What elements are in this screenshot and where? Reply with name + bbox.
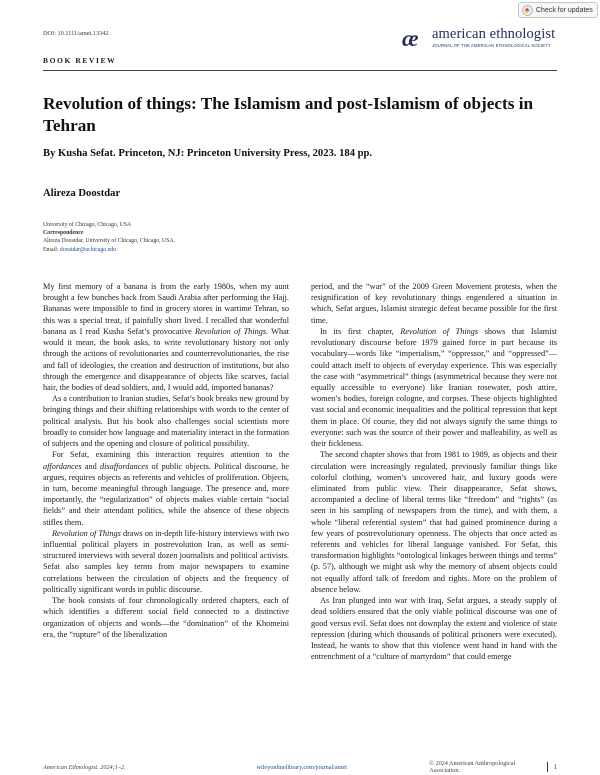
affiliation-block [43, 221, 343, 254]
email-label: Email: [43, 246, 59, 253]
paragraph: The second chapter shows that from 1981 to 1989, as objects and their circulation were increasingly regulated, previously familiar things like colorful clothing, women’s uncovered hair, and luxury goods were eliminated from public view. Their disappearance, Sefat shows, accompanied a decline of liberal terms like “freedom” and “rights” (as seen in his sampling of newspapers from the time), and with them, a whole “liberal referential system” that had gained prominence during a few years of postrevolutionary openness. The objects that once acted as referents and vehicles for liberal language vanished. For Sefat, this transformation highlights “ontological linkages between things and terms” (p. 57), although we might ask why the memory of absent objects could not equally afford talk of freedom and rights. More on the problem of absence below. [311, 450, 557, 594]
doi-text: DOI: 10.1111/amet.13342 [43, 30, 109, 37]
paragraph: As a contribution to Iranian studies, Sefat’s book breaks new ground by bringing things and their shifting relationships with words to the center of political analysis. But his book also challenges social scientists more broadly to consider how language and materiality interact in the formation of subjects and the opening and closure of political possibility. [43, 394, 289, 449]
correspondence-label: Correspondence [43, 230, 84, 237]
journal-logo [402, 27, 555, 49]
paragraph: As Iran plunged into war with Iraq, Sefat argues, a steady supply of dead soldiers ensured that the only viable political discourse was one of good versus evil. Sefat does not downplay the extent and violence of state repression (during which thousands of political prisoners were executed). Instead, he wants to show that this violence went hand in hand with the entrenchment of a “culture of martyrdom” that could emerge [311, 596, 557, 662]
crossmark-badge[interactable] [518, 2, 598, 18]
copyright: © 2024 American Anthropological Association. [429, 760, 516, 774]
affiliation: University of Chicago, Chicago, USA [43, 222, 132, 228]
email-link[interactable]: doostdar@uchicago.edu [59, 246, 116, 253]
paragraph: For Sefat, examining this interaction requires attention to the affordances and disaffordances of public objects. Political discourse, he argues, requires objects as referents and vehicles of proliferation. Objects, in turn, become meaningful through language. The presence and, more importantly, the “regularization” of objects makes viable certain “social fields” and their attendant politics, while the absence of these objects stifles them. [43, 450, 290, 527]
body-column-right [311, 281, 557, 662]
header-divider [43, 70, 557, 71]
paragraph: In its first chapter, Revolution of Things shows that Islamist revolutionary discourse before 1979 gained force in part because its vocabulary—words like “imperialism,” “oppressor,” and “oppressed”—could attach itself to objects of everyday experience. This was especially the case with “asymmetrical” things (asymmetrical because they were not equally accessible to everyone) like Iranian rosewater, posh attire, women’s bodies, foreign cologne, and corpses. These objects highlighted vast social and economic inequalities and the political repression that kept them in place. Of course, they did not always signify the same things to everyone: such was the source of their power and malleability, as well as their fickleness. [311, 326, 558, 449]
paragraph: Revolution of Things draws on in-depth life-history interviews with two influential political players in postrevolution Iran, as well as semi-structured interviews with several dozen journalists and political activists. Sefat also samples key terms from major newspapers to examine correlations between the circulation of objects and the frequency of politically significant words in public discourse. [43, 528, 290, 594]
page-footer [43, 762, 557, 772]
journal-subtitle: JOURNAL OF THE AMERICAN ETHNOLOGICAL SOCIETY [432, 43, 551, 48]
footer-divider [547, 762, 548, 772]
crossmark-icon [522, 5, 533, 16]
paragraph: My first memory of a banana is from the early 1980s, when my aunt brought a few bunches back from Saudi Arabia after performing the Hajj. Bananas were impossible to find in grocery stores in wartime Tehran, so this was a special treat, if painfully short lived. I recalled that wonderful banana as I read Kusha Sefat’s provocative Revolution of Things. What would it mean, the book asks, to write revolutionary history not only through the actions of revolutionaries and counterrevolutionaries, the rise and fall of ideologies, the creation and destruction of institutions, but also through the emergence and disappearance of objects like scarves, facial hair, the bodies of dead soldiers, and, I would add, imported bananas? [43, 282, 290, 392]
email-line [43, 246, 343, 254]
author-name: Alireza Doostdar [43, 188, 121, 199]
svg-text:æ: æ [402, 27, 419, 49]
article-title: Revolution of things: The Islamism and post-Islamism of objects in Tehran [43, 94, 534, 135]
book-citation: By Kusha Sefat. Princeton, NJ: Princeton University Press, 2023. 184 pp. [43, 148, 373, 159]
ae-logo-icon [402, 27, 428, 49]
journal-reference: American Ethnologist. 2024;1–2. [43, 763, 126, 771]
journal-url-link[interactable]: wileyonlinelibrary.com/journal/amet [256, 763, 347, 771]
correspondence-address: Alireza Doostdar, University of Chicago, Chicago, USA. [43, 238, 176, 245]
paragraph: period, and the “war” of the 2009 Green Movement protests, when the resignification of key revolutionary things engendered a situation in which, Sefat argues, Islamist strategic defeat became possible for the first time. [311, 282, 557, 325]
body-column-left [43, 281, 289, 640]
section-label: BOOK REVIEW [43, 56, 117, 65]
page-number: 1 [553, 763, 557, 771]
crossmark-label: Check for updates [536, 6, 593, 14]
paragraph: The book consists of four chronologically ordered chapters, each of which identifies a different social field connected to a distinctive organization of objects and words—the “domination” of the Khomeini era, the “rupture” of the liberalization [43, 596, 289, 639]
journal-name: american ethnologist [432, 26, 556, 42]
